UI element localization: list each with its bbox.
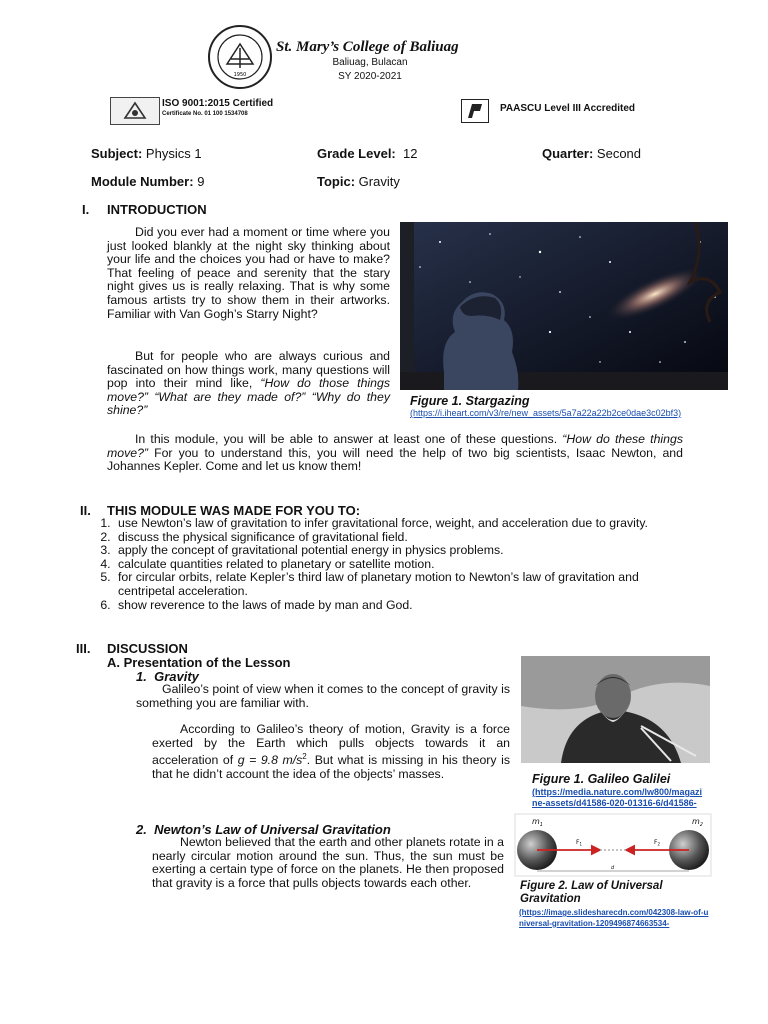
- gravity-paragraph-2-text: According to Galileo’s theory of motion, Gravity is a force exerted by the Earth which pulls objects towards it an acceleration of: [152, 722, 510, 768]
- gravity-formula: g = 9.8 m/s: [237, 753, 303, 768]
- stargazing-image: [400, 222, 728, 390]
- grade-level-label: Grade Level:: [317, 146, 396, 161]
- gravity-item-number: 1.: [136, 669, 147, 684]
- gravity-paragraph-2: [152, 723, 510, 781]
- intro-paragraph-3: [107, 433, 683, 474]
- objective-item: 5. for circular orbits, relate Kepler’s third law of planetary motion to Newton’s law of gravitation and centripetal acceleration.: [114, 571, 694, 598]
- newton-item-title: Newton’s Law of Universal Gravitation: [154, 822, 391, 837]
- module-number-value: 9: [197, 174, 205, 189]
- objective-item: 1. use Newton’s law of gravitation to infer gravitational force, weight, and acceleration due to gravity.: [114, 517, 694, 531]
- subject-value: Physics 1: [145, 146, 202, 161]
- intro-paragraph-1: Did you ever had a moment or time where you just looked blankly at the night sky thinking about your life and the choices you had or have to make? That feeling of peace and serenity that the stary night gives us is really relaxing. That is why some famous artists try to show them in their artworks. Familiar with Van Gogh’s Starry Night?: [107, 225, 390, 321]
- section-numeral-objectives: II.: [80, 503, 91, 518]
- m1-label: $m_1$: [532, 817, 543, 828]
- intro-paragraph-3-end: For you to understand this, you will need the help of two big scientists, Isaac Newton, and Johannes Kepler. Come and let us know them!: [107, 445, 683, 474]
- grade-level-field: [317, 146, 417, 161]
- newton-item-number: 2.: [136, 822, 147, 837]
- quarter-label: Quarter:: [542, 146, 594, 161]
- figure-1-caption: Figure 1. Stargazing: [410, 394, 530, 408]
- topic-value: Gravity: [358, 174, 400, 189]
- school-seal: [207, 24, 273, 90]
- gravity-paragraph-1: Galileo’s point of view when it comes to the concept of gravity is something you are familiar with.: [136, 682, 510, 710]
- galileo-portrait: [521, 656, 710, 763]
- topic-field: [317, 174, 400, 189]
- f2-label: $F_2$: [654, 839, 660, 847]
- quarter-value: Second: [596, 146, 642, 161]
- figure-law-source-link[interactable]: (https://image.slidesharecdn.com/042308-law-of-universal-gravitation-1209496874663534-: [519, 908, 709, 928]
- intro-paragraph-3-text: In this module, you will be able to answer at least one of these questions.: [135, 432, 563, 446]
- gravity-formula-exponent: 2: [302, 752, 307, 762]
- section-title-objectives: THIS MODULE WAS MADE FOR YOU TO:: [107, 503, 361, 518]
- iso-logo: [110, 97, 160, 125]
- section-numeral-intro: I.: [82, 202, 90, 217]
- figure-1-source-link[interactable]: (https://i.iheart.com/v3/re/new_assets/5a7a22a22b2ce0dae3c02bf3): [410, 408, 682, 418]
- quarter-field: [542, 146, 641, 161]
- iso-certificate: Certificate No. 01 100 1534708: [162, 111, 248, 117]
- figure-law-caption: Figure 2. Law of Universal Gravitation: [520, 880, 663, 905]
- subject-label: Subject:: [91, 146, 143, 161]
- m2-label: $m_2$: [692, 817, 703, 828]
- paascu-accreditation: PAASCU Level III Accredited: [500, 103, 636, 114]
- module-number-label: Module Number:: [91, 174, 194, 189]
- intro-questions: “How do those things move?” “What are they made of?” “Why do they shine?”: [107, 376, 390, 418]
- section-title-discussion: DISCUSSION: [107, 641, 188, 656]
- intro-paragraph-3-question: “How do these things move?”: [107, 432, 683, 460]
- grade-level-value: 12: [403, 146, 418, 161]
- intro-paragraph-2-text: But for people who are always curious and fascinated on how things work, many questions will pop into their mind like,: [107, 349, 390, 391]
- objective-item: 2. discuss the physical significance of gravitational field.: [114, 531, 694, 545]
- objective-item: 4. calculate quantities related to planetary or satellite motion.: [114, 558, 694, 572]
- section-numeral-discussion: III.: [76, 641, 91, 656]
- college-name: St. Mary’s College of Baliuag: [276, 39, 459, 55]
- objectives-list: [92, 517, 694, 612]
- gravity-item-title: Gravity: [154, 669, 199, 684]
- figure-galileo-caption: Figure 1. Galileo Galilei: [532, 772, 671, 786]
- topic-label: Topic:: [317, 174, 356, 189]
- module-number-field: [91, 174, 204, 189]
- college-location: Baliuag, Bulacan: [332, 57, 408, 68]
- subsection-title: A. Presentation of the Lesson: [107, 655, 291, 670]
- iso-title: ISO 9001:2015 Certified: [162, 98, 274, 109]
- subject-field: [91, 146, 202, 161]
- section-title-intro: INTRODUCTION: [107, 202, 207, 217]
- paascu-logo: [461, 99, 489, 123]
- gravity-paragraph-2-end: . But what is missing in his theory is that he didn’t account the idea of the objects’ masses.: [152, 753, 510, 781]
- objective-item: 3. apply the concept of gravitational potential energy in physics problems.: [114, 544, 694, 558]
- f1-label: $F_1$: [576, 839, 582, 847]
- distance-label: d: [611, 865, 615, 871]
- universal-gravitation-diagram: [514, 813, 712, 877]
- newton-paragraph: Newton believed that the earth and other planets rotate in a nearly circular motion around the sun. Thus, the sun must be exerting a certain type of force on the planets. He then proposed that gravity is a force that pulls objects towards each other.: [152, 835, 504, 890]
- objective-item: 6. show reverence to the laws of made by man and God.: [114, 599, 694, 613]
- svg-text:1950: 1950: [233, 72, 247, 78]
- figure-galileo-source-link[interactable]: (https://media.nature.com/lw800/magazine-assets/d41586-020-01316-6/d41586-: [532, 787, 703, 808]
- intro-paragraph-2: [107, 350, 390, 418]
- school-year: SY 2020-2021: [338, 71, 402, 82]
